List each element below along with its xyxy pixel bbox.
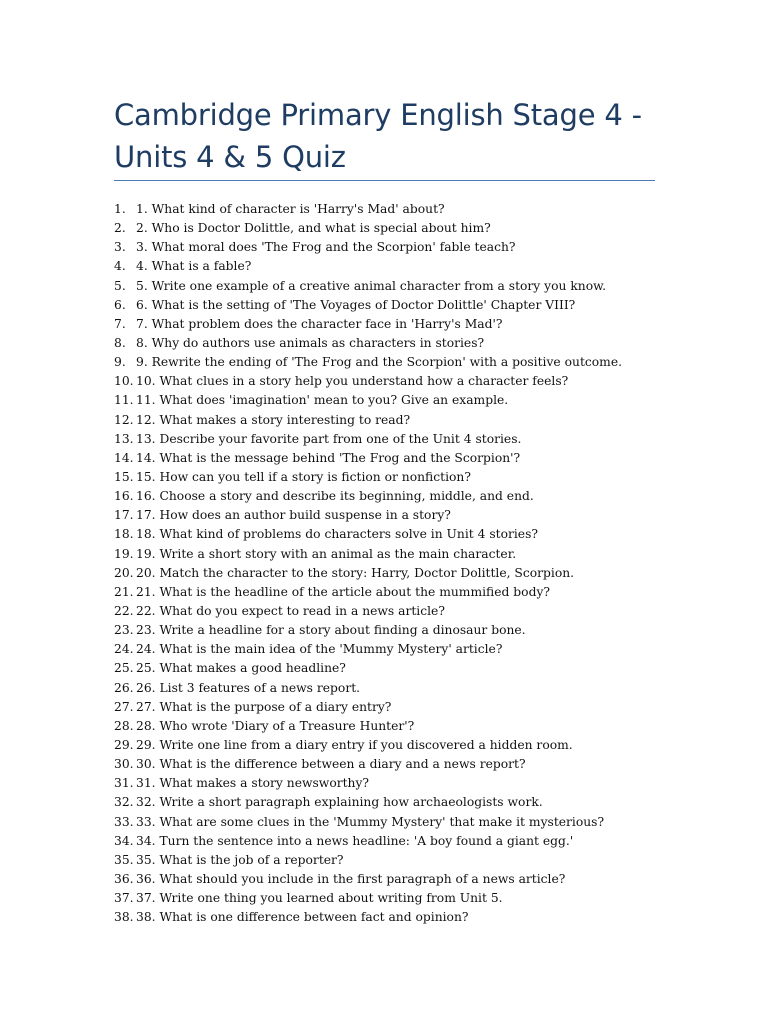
question-item — [114, 468, 714, 487]
question-text: 7. What problem does the character face in 'Harry's Mad'? — [136, 316, 503, 331]
question-text: 38. What is one difference between fact and opinion? — [136, 910, 469, 925]
question-item — [114, 353, 714, 372]
question-number: 2. — [114, 221, 126, 236]
question-item — [114, 717, 714, 736]
question-item — [114, 908, 714, 927]
question-text: 28. Who wrote 'Diary of a Treasure Hunter'? — [136, 718, 415, 733]
question-number: 23. — [114, 623, 134, 638]
question-item — [114, 545, 714, 564]
title-divider — [114, 180, 655, 181]
question-item — [114, 334, 714, 353]
question-item — [114, 372, 714, 391]
question-number: 15. — [114, 469, 134, 484]
question-text: 21. What is the headline of the article about the mummified body? — [136, 584, 550, 599]
question-item — [114, 793, 714, 812]
question-item — [114, 296, 714, 315]
question-item — [114, 506, 714, 525]
question-text: 24. What is the main idea of the 'Mummy Mystery' article? — [136, 642, 503, 657]
question-text: 37. Write one thing you learned about writing from Unit 5. — [136, 891, 503, 906]
question-text: 26. List 3 features of a news report. — [136, 680, 361, 695]
question-text: 9. Rewrite the ending of 'The Frog and the Scorpion' with a positive outcome. — [136, 355, 623, 370]
question-text: 33. What are some clues in the 'Mummy Mystery' that make it mysterious? — [136, 814, 605, 829]
question-number: 37. — [114, 891, 134, 906]
question-number: 7. — [114, 316, 126, 331]
question-item — [114, 219, 714, 238]
question-item — [114, 813, 714, 832]
question-text: 17. How does an author build suspense in a story? — [136, 508, 451, 523]
question-item — [114, 621, 714, 640]
question-number: 8. — [114, 335, 126, 350]
question-item — [114, 889, 714, 908]
question-text: 19. Write a short story with an animal as the main character. — [136, 546, 517, 561]
question-number: 29. — [114, 737, 134, 752]
question-number: 4. — [114, 259, 126, 274]
question-text: 5. Write one example of a creative animal character from a story you know. — [136, 278, 607, 293]
question-number: 18. — [114, 527, 134, 542]
question-text: 34. Turn the sentence into a news headline: 'A boy found a giant egg.' — [136, 833, 574, 848]
question-item — [114, 238, 714, 257]
question-text: 14. What is the message behind 'The Frog and the Scorpion'? — [136, 450, 521, 465]
question-number: 6. — [114, 297, 126, 312]
question-number: 21. — [114, 584, 134, 599]
question-text: 25. What makes a good headline? — [136, 661, 346, 676]
question-text: 6. What is the setting of 'The Voyages of Doctor Dolittle' Chapter VIII? — [136, 297, 576, 312]
question-item — [114, 832, 714, 851]
question-text: 20. Match the character to the story: Harry, Doctor Dolittle, Scorpion. — [136, 565, 575, 580]
question-number: 17. — [114, 508, 134, 523]
question-number: 12. — [114, 412, 134, 427]
question-text: 22. What do you expect to read in a news article? — [136, 603, 445, 618]
question-text: 23. Write a headline for a story about finding a dinosaur bone. — [136, 623, 526, 638]
question-item — [114, 487, 714, 506]
question-number: 38. — [114, 910, 134, 925]
question-number: 19. — [114, 546, 134, 561]
question-text: 2. Who is Doctor Dolittle, and what is special about him? — [136, 221, 491, 236]
question-text: 32. Write a short paragraph explaining how archaeologists work. — [136, 795, 543, 810]
question-item — [114, 851, 714, 870]
question-number: 24. — [114, 642, 134, 657]
question-item — [114, 870, 714, 889]
question-item — [114, 640, 714, 659]
question-item — [114, 679, 714, 698]
question-number: 10. — [114, 374, 134, 389]
question-item — [114, 430, 714, 449]
question-text: 29. Write one line from a diary entry if you discovered a hidden room. — [136, 737, 573, 752]
question-number: 22. — [114, 603, 134, 618]
question-item — [114, 277, 714, 296]
question-text: 4. What is a fable? — [136, 259, 252, 274]
question-text: 11. What does 'imagination' mean to you? Give an example. — [136, 393, 509, 408]
question-number: 11. — [114, 393, 134, 408]
question-item — [114, 698, 714, 717]
question-text: 8. Why do authors use animals as characters in stories? — [136, 335, 485, 350]
question-text: 18. What kind of problems do characters solve in Unit 4 stories? — [136, 527, 538, 542]
question-number: 16. — [114, 489, 134, 504]
question-number: 3. — [114, 240, 126, 255]
question-number: 36. — [114, 871, 134, 886]
question-number: 26. — [114, 680, 134, 695]
question-number: 32. — [114, 795, 134, 810]
question-number: 34. — [114, 833, 134, 848]
question-number: 9. — [114, 355, 126, 370]
question-item — [114, 755, 714, 774]
question-item — [114, 659, 714, 678]
question-number: 35. — [114, 852, 134, 867]
question-number: 13. — [114, 431, 134, 446]
question-number: 1. — [114, 202, 126, 216]
question-list — [114, 200, 714, 927]
document-title: Cambridge Primary English Stage 4 - Units 4 & 5 Quiz — [114, 98, 642, 174]
question-number: 5. — [114, 278, 126, 293]
question-item — [114, 564, 714, 583]
question-number: 25. — [114, 661, 134, 676]
question-text: 27. What is the purpose of a diary entry? — [136, 699, 392, 714]
question-text: 30. What is the difference between a diary and a news report? — [136, 757, 526, 772]
question-item — [114, 200, 714, 219]
question-number: 30. — [114, 757, 134, 772]
question-item — [114, 391, 714, 410]
question-text: 36. What should you include in the first paragraph of a news article? — [136, 871, 566, 886]
question-number: 27. — [114, 699, 134, 714]
question-item — [114, 315, 714, 334]
question-text: 35. What is the job of a reporter? — [136, 852, 344, 867]
question-item — [114, 774, 714, 793]
question-item — [114, 449, 714, 468]
question-text: 31. What makes a story newsworthy? — [136, 776, 370, 791]
question-number: 28. — [114, 718, 134, 733]
question-number: 20. — [114, 565, 134, 580]
question-item — [114, 736, 714, 755]
question-item — [114, 602, 714, 621]
question-number: 31. — [114, 776, 134, 791]
question-item — [114, 411, 714, 430]
question-number: 14. — [114, 450, 134, 465]
question-text: 3. What moral does 'The Frog and the Scorpion' fable teach? — [136, 240, 516, 255]
question-text: 16. Choose a story and describe its beginning, middle, and end. — [136, 489, 534, 504]
question-text: 13. Describe your favorite part from one of the Unit 4 stories. — [136, 431, 522, 446]
question-text: 1. What kind of character is 'Harry's Mad' about? — [136, 202, 445, 216]
question-item — [114, 525, 714, 544]
question-item — [114, 583, 714, 602]
question-text: 12. What makes a story interesting to read? — [136, 412, 411, 427]
question-number: 33. — [114, 814, 134, 829]
question-item — [114, 257, 714, 276]
question-text: 10. What clues in a story help you understand how a character feels? — [136, 374, 569, 389]
question-text: 15. How can you tell if a story is fiction or nonfiction? — [136, 469, 471, 484]
